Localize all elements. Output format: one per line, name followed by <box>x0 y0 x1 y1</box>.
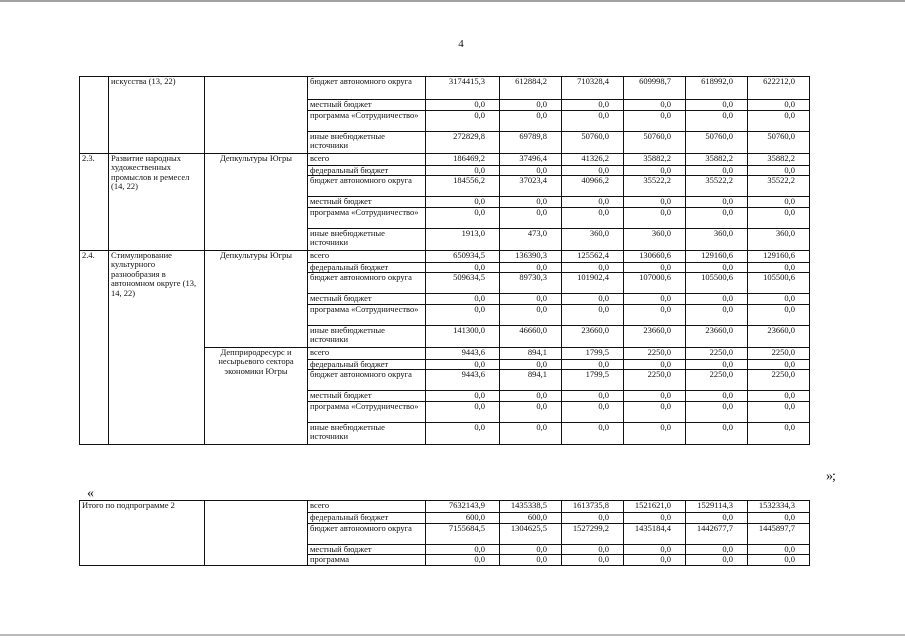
source-cell: федеральный бюджет <box>308 359 426 370</box>
value-cell: 0,0 <box>562 513 624 524</box>
value-cell: 35882,2 <box>686 153 748 165</box>
scan-edge-bottom <box>0 634 905 636</box>
value-cell: 0,0 <box>624 359 686 370</box>
value-cell: 0,0 <box>624 197 686 208</box>
value-cell: 0,0 <box>748 391 810 402</box>
value-cell: 0,0 <box>748 304 810 325</box>
value-cell: 35882,2 <box>624 153 686 165</box>
value-cell: 50760,0 <box>686 131 748 153</box>
value-cell: 0,0 <box>686 165 748 176</box>
source-cell: бюджет автономного округа <box>308 273 426 294</box>
value-cell: 0,0 <box>426 294 500 305</box>
value-cell: 2250,0 <box>748 370 810 391</box>
value-cell: 0,0 <box>748 197 810 208</box>
value-cell: 1445897,7 <box>748 523 810 544</box>
source-cell: бюджет автономного округа <box>308 176 426 197</box>
value-cell: 1913,0 <box>426 228 500 250</box>
value-cell: 69789,8 <box>500 131 562 153</box>
value-cell: 1799,5 <box>562 370 624 391</box>
value-cell: 0,0 <box>426 422 500 444</box>
value-cell: 0,0 <box>624 401 686 422</box>
source-cell: местный бюджет <box>308 197 426 208</box>
source-cell: программа <box>308 555 426 566</box>
total-row <box>80 501 810 513</box>
source-cell: федеральный бюджет <box>308 165 426 176</box>
value-cell: 0,0 <box>426 544 500 555</box>
value-cell: 0,0 <box>624 262 686 273</box>
value-cell: 141300,0 <box>426 325 500 347</box>
value-cell: 0,0 <box>426 100 500 111</box>
value-cell: 107000,6 <box>624 273 686 294</box>
value-cell: 0,0 <box>500 391 562 402</box>
table-row <box>80 153 810 165</box>
total-table <box>79 500 810 566</box>
value-cell: 1532334,3 <box>748 501 810 513</box>
value-cell: 0,0 <box>500 262 562 273</box>
value-cell: 0,0 <box>748 555 810 566</box>
value-cell: 0,0 <box>748 294 810 305</box>
page-number: 4 <box>458 38 464 50</box>
source-cell: иные внебюджетные источники <box>308 131 426 153</box>
value-cell: 0,0 <box>624 294 686 305</box>
row-responsible-cell: Депкультуры Югры <box>205 250 308 347</box>
value-cell: 0,0 <box>426 304 500 325</box>
value-cell: 9443,6 <box>426 347 500 359</box>
value-cell: 0,0 <box>748 359 810 370</box>
value-cell: 0,0 <box>624 555 686 566</box>
value-cell: 46660,0 <box>500 325 562 347</box>
value-cell: 2250,0 <box>624 347 686 359</box>
value-cell: 0,0 <box>500 401 562 422</box>
value-cell: 0,0 <box>686 359 748 370</box>
source-cell: местный бюджет <box>308 294 426 305</box>
value-cell: 0,0 <box>426 401 500 422</box>
funding-table-body <box>80 77 810 445</box>
value-cell: 0,0 <box>686 294 748 305</box>
source-cell: всего <box>308 153 426 165</box>
value-cell: 2250,0 <box>686 347 748 359</box>
value-cell: 0,0 <box>562 391 624 402</box>
value-cell: 0,0 <box>500 422 562 444</box>
value-cell: 0,0 <box>748 110 810 131</box>
value-cell: 50760,0 <box>624 131 686 153</box>
value-cell: 0,0 <box>426 262 500 273</box>
row-number-cell: 2.4. <box>80 250 109 444</box>
value-cell: 0,0 <box>748 165 810 176</box>
row-responsible-cell <box>205 77 308 154</box>
value-cell: 894,1 <box>500 347 562 359</box>
value-cell: 0,0 <box>500 544 562 555</box>
value-cell: 360,0 <box>686 228 748 250</box>
value-cell: 0,0 <box>686 304 748 325</box>
value-cell: 37496,4 <box>500 153 562 165</box>
value-cell: 23660,0 <box>748 325 810 347</box>
value-cell: 360,0 <box>748 228 810 250</box>
value-cell: 0,0 <box>686 513 748 524</box>
value-cell: 0,0 <box>624 110 686 131</box>
value-cell: 710328,4 <box>562 77 624 100</box>
value-cell: 0,0 <box>500 207 562 228</box>
scan-edge-top <box>0 0 905 2</box>
value-cell: 1442677,7 <box>686 523 748 544</box>
value-cell: 0,0 <box>686 544 748 555</box>
value-cell: 0,0 <box>748 262 810 273</box>
value-cell: 0,0 <box>686 207 748 228</box>
value-cell: 0,0 <box>624 304 686 325</box>
value-cell: 0,0 <box>748 513 810 524</box>
value-cell: 0,0 <box>562 544 624 555</box>
source-cell: программа «Сотрудничество» <box>308 304 426 325</box>
value-cell: 1435184,4 <box>624 523 686 544</box>
value-cell: 0,0 <box>426 359 500 370</box>
value-cell: 35522,2 <box>686 176 748 197</box>
value-cell: 0,0 <box>500 165 562 176</box>
source-cell: бюджет автономного округа <box>308 370 426 391</box>
value-cell: 40966,2 <box>562 176 624 197</box>
source-cell: иные внебюджетные источники <box>308 228 426 250</box>
value-cell: 23660,0 <box>562 325 624 347</box>
source-cell: местный бюджет <box>308 100 426 111</box>
source-cell: всего <box>308 347 426 359</box>
value-cell: 101902,4 <box>562 273 624 294</box>
table-row <box>80 250 810 262</box>
row-number-cell: 2.3. <box>80 153 109 250</box>
value-cell: 0,0 <box>686 110 748 131</box>
source-cell: федеральный бюджет <box>308 262 426 273</box>
value-cell: 0,0 <box>426 165 500 176</box>
value-cell: 3174415,3 <box>426 77 500 100</box>
value-cell: 0,0 <box>624 207 686 228</box>
source-cell: местный бюджет <box>308 391 426 402</box>
value-cell: 0,0 <box>686 555 748 566</box>
value-cell: 7155684,5 <box>426 523 500 544</box>
source-cell: всего <box>308 250 426 262</box>
row-name-cell: Стимулирование культурного разнообразия в автономном округе (13, 14, 22) <box>109 250 205 444</box>
value-cell: 184556,2 <box>426 176 500 197</box>
source-cell: программа «Сотрудничество» <box>308 401 426 422</box>
row-name-cell: Развитие народных художественных промыслов и ремесел (14, 22) <box>109 153 205 250</box>
value-cell: 41326,2 <box>562 153 624 165</box>
value-cell: 89730,3 <box>500 273 562 294</box>
value-cell: 0,0 <box>624 513 686 524</box>
value-cell: 0,0 <box>748 100 810 111</box>
value-cell: 650934,5 <box>426 250 500 262</box>
total-table-body <box>80 501 810 566</box>
value-cell: 2250,0 <box>624 370 686 391</box>
value-cell: 105500,6 <box>686 273 748 294</box>
row-name-cell: искусства (13, 22) <box>109 77 205 154</box>
value-cell: 136390,3 <box>500 250 562 262</box>
value-cell: 0,0 <box>426 197 500 208</box>
value-cell: 0,0 <box>748 422 810 444</box>
value-cell: 0,0 <box>624 165 686 176</box>
value-cell: 23660,0 <box>624 325 686 347</box>
value-cell: 0,0 <box>686 422 748 444</box>
value-cell: 1435338,5 <box>500 501 562 513</box>
value-cell: 0,0 <box>562 110 624 131</box>
value-cell: 1613735,8 <box>562 501 624 513</box>
value-cell: 0,0 <box>500 110 562 131</box>
value-cell: 0,0 <box>562 294 624 305</box>
source-cell: программа «Сотрудничество» <box>308 207 426 228</box>
value-cell: 1527299,2 <box>562 523 624 544</box>
value-cell: 105500,6 <box>748 273 810 294</box>
value-cell: 0,0 <box>624 100 686 111</box>
value-cell: 272829,8 <box>426 131 500 153</box>
value-cell: 129160,6 <box>686 250 748 262</box>
value-cell: 0,0 <box>748 401 810 422</box>
row-responsible-cell: Депкультуры Югры <box>205 153 308 250</box>
value-cell: 0,0 <box>500 294 562 305</box>
value-cell: 0,0 <box>562 422 624 444</box>
value-cell: 0,0 <box>426 207 500 228</box>
value-cell: 622212,0 <box>748 77 810 100</box>
value-cell: 0,0 <box>562 165 624 176</box>
value-cell: 612884,2 <box>500 77 562 100</box>
value-cell: 0,0 <box>686 197 748 208</box>
row-responsible-cell: Депприродресурс и несырьевого сектора экономики Югры <box>205 347 308 444</box>
funding-table <box>79 76 810 445</box>
value-cell: 0,0 <box>624 544 686 555</box>
value-cell: 0,0 <box>426 555 500 566</box>
value-cell: 1304625,5 <box>500 523 562 544</box>
value-cell: 0,0 <box>562 207 624 228</box>
value-cell: 23660,0 <box>686 325 748 347</box>
value-cell: 600,0 <box>500 513 562 524</box>
total-responsible-cell <box>205 501 308 566</box>
source-cell: федеральный бюджет <box>308 513 426 524</box>
table-row <box>80 77 810 100</box>
value-cell: 35522,2 <box>624 176 686 197</box>
row-number-cell <box>80 77 109 154</box>
value-cell: 1529114,3 <box>686 501 748 513</box>
value-cell: 0,0 <box>624 391 686 402</box>
value-cell: 50760,0 <box>562 131 624 153</box>
value-cell: 0,0 <box>686 100 748 111</box>
source-cell: бюджет автономного округа <box>308 77 426 100</box>
value-cell: 0,0 <box>426 391 500 402</box>
value-cell: 0,0 <box>686 391 748 402</box>
value-cell: 0,0 <box>748 207 810 228</box>
value-cell: 1521621,0 <box>624 501 686 513</box>
source-cell: местный бюджет <box>308 544 426 555</box>
value-cell: 473,0 <box>500 228 562 250</box>
value-cell: 130660,6 <box>624 250 686 262</box>
value-cell: 0,0 <box>500 197 562 208</box>
value-cell: 609998,7 <box>624 77 686 100</box>
value-cell: 509634,5 <box>426 273 500 294</box>
value-cell: 0,0 <box>500 304 562 325</box>
total-label-cell: Итого по подпрограмме 2 <box>80 501 205 566</box>
value-cell: 129160,6 <box>748 250 810 262</box>
value-cell: 0,0 <box>500 555 562 566</box>
value-cell: 894,1 <box>500 370 562 391</box>
value-cell: 2250,0 <box>686 370 748 391</box>
value-cell: 37023,4 <box>500 176 562 197</box>
value-cell: 600,0 <box>426 513 500 524</box>
value-cell: 1799,5 <box>562 347 624 359</box>
value-cell: 0,0 <box>500 359 562 370</box>
value-cell: 0,0 <box>748 544 810 555</box>
source-cell: всего <box>308 501 426 513</box>
value-cell: 0,0 <box>562 197 624 208</box>
value-cell: 7632143,9 <box>426 501 500 513</box>
source-cell: иные внебюджетные источники <box>308 325 426 347</box>
value-cell: 35522,2 <box>748 176 810 197</box>
value-cell: 0,0 <box>562 359 624 370</box>
value-cell: 618992,0 <box>686 77 748 100</box>
opening-quote: « <box>87 486 94 501</box>
value-cell: 360,0 <box>624 228 686 250</box>
value-cell: 0,0 <box>500 100 562 111</box>
value-cell: 9443,6 <box>426 370 500 391</box>
source-cell: иные внебюджетные источники <box>308 422 426 444</box>
value-cell: 0,0 <box>562 401 624 422</box>
value-cell: 0,0 <box>686 401 748 422</box>
value-cell: 0,0 <box>624 422 686 444</box>
value-cell: 125562,4 <box>562 250 624 262</box>
source-cell: бюджет автономного округа <box>308 523 426 544</box>
closing-quote: »; <box>826 469 835 484</box>
value-cell: 0,0 <box>562 555 624 566</box>
value-cell: 0,0 <box>686 262 748 273</box>
value-cell: 2250,0 <box>748 347 810 359</box>
value-cell: 0,0 <box>562 262 624 273</box>
value-cell: 0,0 <box>562 304 624 325</box>
value-cell: 0,0 <box>426 110 500 131</box>
value-cell: 0,0 <box>562 100 624 111</box>
value-cell: 186469,2 <box>426 153 500 165</box>
source-cell: программа «Сотрудничество» <box>308 110 426 131</box>
value-cell: 35882,2 <box>748 153 810 165</box>
value-cell: 50760,0 <box>748 131 810 153</box>
value-cell: 360,0 <box>562 228 624 250</box>
